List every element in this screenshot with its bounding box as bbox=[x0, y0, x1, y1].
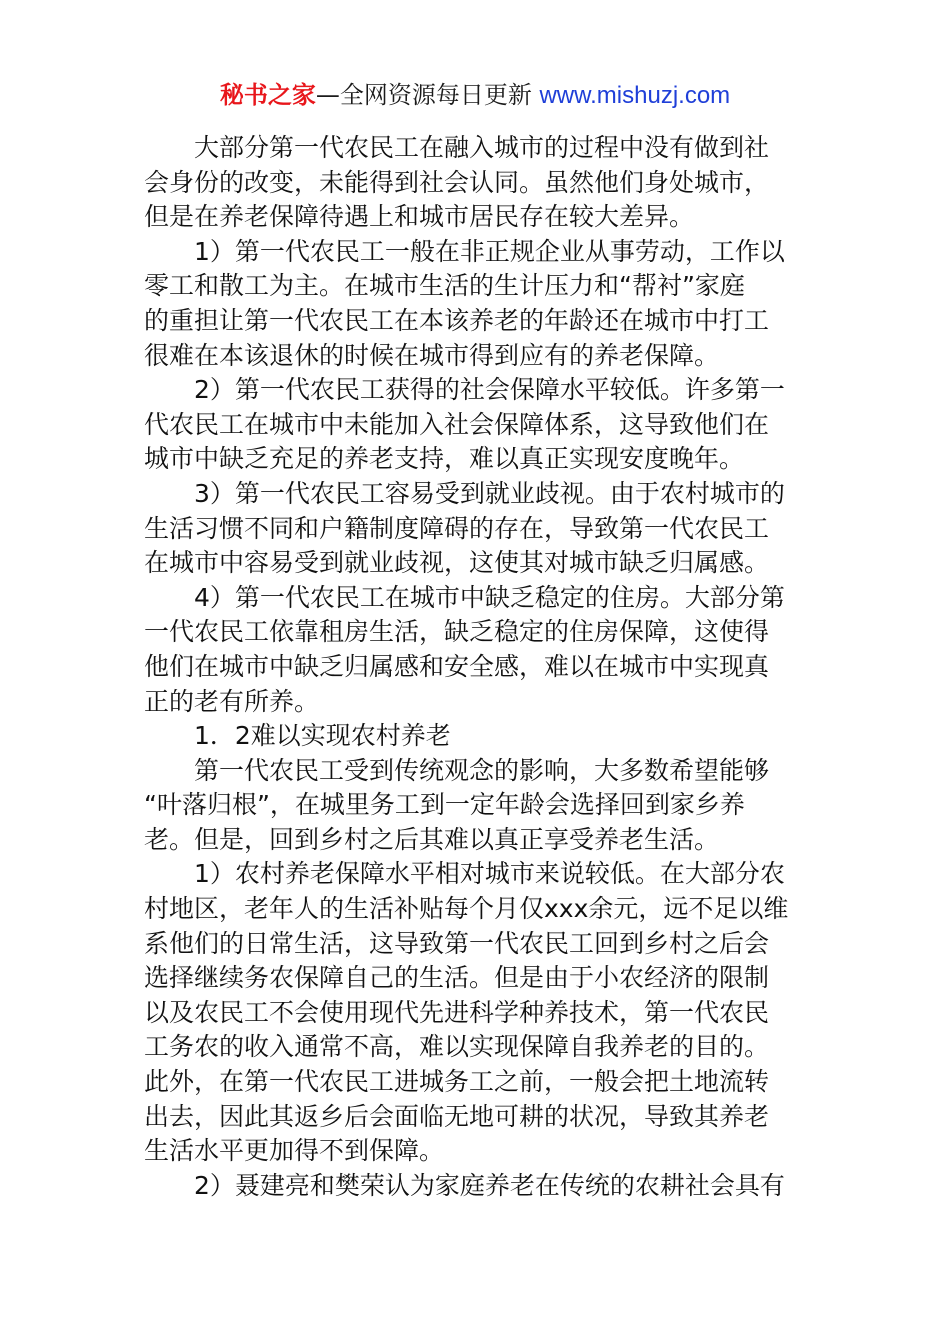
text-line: 在城市中容易受到就业歧视，这使其对城市缺乏归属感。 bbox=[144, 548, 770, 578]
text-line: 4）第一代农民工在城市中缺乏稳定的住房。大部分第 bbox=[194, 582, 785, 612]
text-line: 老。但是，回到乡村之后其难以真正享受养老生活。 bbox=[144, 824, 720, 854]
text-line: 很难在本该退休的时候在城市得到应有的养老保障。 bbox=[144, 340, 720, 370]
text-line: 选择继续务农保障自己的生活。但是由于小农经济的限制 bbox=[144, 963, 770, 993]
website-url[interactable]: www.mishuzj.com bbox=[539, 82, 731, 109]
text-line: 出去，因此其返乡后会面临无地可耕的状况，导致其养老 bbox=[144, 1101, 770, 1131]
text-line: 3）第一代农民工容易受到就业歧视。由于农村城市的 bbox=[194, 478, 785, 508]
text-line: 正的老有所养。 bbox=[144, 686, 320, 716]
text-line: 村地区，老年人的生活补贴每个月仅xxx余元，远不足以维 bbox=[144, 894, 789, 924]
brand-name: 秘书之家 bbox=[219, 81, 316, 109]
page-header bbox=[0, 78, 950, 113]
text-line: 但是在养老保障待遇上和城市居民存在较大差异。 bbox=[144, 202, 695, 232]
text-line: 的重担让第一代农民工在本该养老的年龄还在城市中打工 bbox=[144, 305, 770, 335]
text-line: 城市中缺乏充足的养老支持，难以真正实现安度晚年。 bbox=[144, 444, 745, 474]
text-line: 2）第一代农民工获得的社会保障水平较低。许多第一 bbox=[194, 375, 785, 405]
text-line: 大部分第一代农民工在融入城市的过程中没有做到社 bbox=[194, 133, 770, 162]
document-body bbox=[144, 131, 824, 1203]
text-line: 生活水平更加得不到保障。 bbox=[144, 1136, 445, 1166]
text-line: 1）农村养老保障水平相对城市来说较低。在大部分农 bbox=[194, 859, 785, 889]
text-line: 1）第一代农民工一般在非正规企业从事劳动，工作以 bbox=[194, 236, 785, 266]
text-line: 一代农民工依靠租房生活，缺乏稳定的住房保障，这使得 bbox=[144, 617, 770, 647]
text-line: 系他们的日常生活，这导致第一代农民工回到乡村之后会 bbox=[144, 928, 770, 958]
text-line: 2）聂建亮和樊荣认为家庭养老在传统的农耕社会具有 bbox=[194, 1170, 785, 1200]
header-tagline: —全网资源每日更新 bbox=[315, 81, 532, 109]
text-line: 他们在城市中缺乏归属感和安全感，难以在城市中实现真 bbox=[144, 651, 770, 681]
text-line: 工务农的收入通常不高，难以实现保障自我养老的目的。 bbox=[144, 1032, 770, 1062]
text-line: 以及农民工不会使用现代先进科学种养技术，第一代农民 bbox=[144, 997, 770, 1027]
text-line: “叶落归根”，在城里务工到一定年龄会选择回到家乡养 bbox=[144, 790, 745, 820]
text-line: 代农民工在城市中未能加入社会保障体系，这导致他们在 bbox=[144, 409, 770, 439]
text-line: 第一代农民工受到传统观念的影响，大多数希望能够 bbox=[194, 755, 770, 785]
text-line: 会身份的改变，未能得到社会认同。虽然他们身处城市， bbox=[144, 167, 770, 197]
text-line: 此外，在第一代农民工进城务工之前，一般会把土地流转 bbox=[144, 1067, 770, 1097]
text-line: 零工和散工为主。在城市生活的生计压力和“帮衬”家庭 bbox=[144, 271, 745, 301]
text-line: 1．2难以实现农村养老 bbox=[194, 721, 451, 751]
text-line: 生活习惯不同和户籍制度障碍的存在，导致第一代农民工 bbox=[144, 513, 770, 543]
